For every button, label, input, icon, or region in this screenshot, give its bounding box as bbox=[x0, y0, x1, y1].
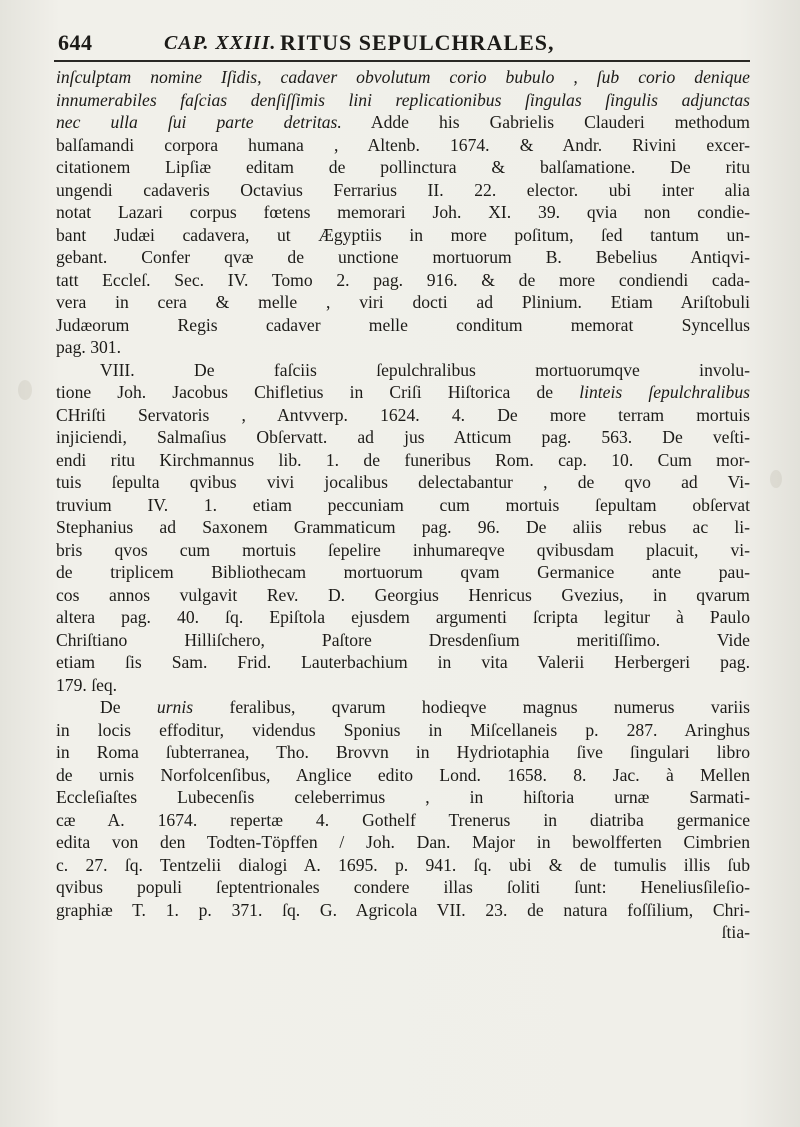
text-line bbox=[56, 381, 750, 404]
text-line bbox=[56, 741, 750, 764]
text-line bbox=[56, 629, 750, 652]
text-run: Stephanius ad Saxonem Grammaticum pag. 96. De aliis rebus ac li- bbox=[56, 517, 750, 537]
text-run: etiam ſis Sam. Frid. Lauterbachium in vita Valerii Herbergeri pag. bbox=[56, 652, 750, 672]
text-run: De bbox=[100, 697, 157, 717]
paper-stain bbox=[770, 470, 782, 488]
text-run: Eccleſiaſtes Lubecenſis celeberrimus , in hiſtoria urnæ Sarmati- bbox=[56, 787, 750, 807]
text-run: tatt Eccleſ. Sec. IV. Tomo 2. pag. 916. & de more condiendi cada- bbox=[56, 269, 750, 290]
text-run: endi ritu Kirchmannus lib. 1. de funeribus Rom. cap. 10. Cum mor- bbox=[56, 449, 750, 470]
text-line bbox=[56, 651, 750, 674]
text-line bbox=[56, 449, 750, 472]
text-run: CHriſti Servatoris , Antvverp. 1624. 4. De more terram mortuis bbox=[56, 404, 750, 425]
text-run: vera in cera & melle , viri docti ad Plinium. Etiam Ariſtobuli bbox=[56, 292, 750, 312]
text-line bbox=[56, 404, 750, 427]
running-header bbox=[58, 28, 748, 62]
text-line bbox=[56, 134, 750, 157]
text-run: feralibus, qvarum hodieqve magnus numerus variis bbox=[193, 697, 750, 717]
text-line bbox=[56, 561, 750, 584]
text-line bbox=[56, 876, 750, 899]
text-line bbox=[56, 291, 750, 314]
text-run: altera pag. 40. ſq. Epiſtola ejusdem argumenti ſcripta legitur à Paulo bbox=[56, 607, 750, 627]
text-line bbox=[56, 269, 750, 292]
header-rule bbox=[54, 60, 750, 62]
text-run: Adde his Gabrielis Clauderi methodum bbox=[341, 112, 750, 132]
text-line bbox=[56, 809, 750, 832]
text-run: gebant. Confer qvæ de unctione mortuorum B. Bebelius Antiqvi- bbox=[56, 247, 750, 267]
text-run: citationem Lipſiæ editam de pollinctura & balſamatione. De ritu bbox=[56, 157, 750, 177]
text-run: graphiæ T. 1. p. 371. ſq. G. Agricola VII. 23. de natura foſſilium, Chri- bbox=[56, 899, 750, 920]
text-line bbox=[56, 314, 750, 337]
text-run: truvium IV. 1. etiam peccuniam cum mortuis ſepultam obſervat bbox=[56, 494, 750, 515]
text-body bbox=[56, 66, 750, 944]
text-run: edita von den Todten-Töpffen / Joh. Dan. Major in bewolfferten Cimbrien bbox=[56, 832, 750, 852]
text-run: cæ A. 1674. repertæ 4. Gothelf Trenerus in diatriba germanice bbox=[56, 809, 750, 830]
italic-text: nec ulla ſui parte detritas. bbox=[56, 112, 342, 132]
text-run: Judæorum Regis cadaver melle conditum memorat Syncellus bbox=[56, 314, 750, 335]
text-run: Chriſtiano Hilliſchero, Paſtore Dresdenſium meritiſſimo. Vide bbox=[56, 629, 750, 650]
text-line bbox=[56, 831, 750, 854]
italic-text: innumerabiles faſcias denſiſſimis lini replicationibus ſingulas ſingulis adjunctas bbox=[56, 89, 750, 110]
text-line bbox=[56, 224, 750, 247]
text-run: injiciendi, Salmaſius Obſervatt. ad jus Atticum pag. 563. De veſti- bbox=[56, 427, 750, 447]
text-line bbox=[56, 66, 750, 89]
text-line bbox=[56, 179, 750, 202]
text-line bbox=[56, 899, 750, 922]
text-run: tione Joh. Jacobus Chifletius in Criſi Hiſtorica de bbox=[56, 382, 580, 402]
running-title: RITUS SEPULCHRALES, bbox=[280, 30, 555, 55]
paper-stain bbox=[18, 380, 32, 400]
page-number: 644 bbox=[58, 30, 93, 55]
text-run: in Roma ſubterranea, Tho. Brovvn in Hydriotaphia ſive ſingulari libro bbox=[56, 742, 750, 762]
text-line bbox=[56, 719, 750, 742]
text-line bbox=[56, 854, 750, 877]
text-line bbox=[56, 201, 750, 224]
text-line bbox=[56, 426, 750, 449]
italic-text: inſculptam nomine Iſidis, cadaver obvolutum corio bubulo , ſub corio denique bbox=[56, 67, 750, 87]
text-run: cos annos vulgavit Rev. D. Georgius Henricus Gvezius, in qvarum bbox=[56, 584, 750, 605]
text-line bbox=[56, 539, 750, 562]
italic-text: urnis bbox=[156, 697, 194, 717]
text-run: tuis ſepulta qvibus vivi jocalibus delectabantur , de qvo ad Vi- bbox=[56, 472, 750, 492]
text-line bbox=[56, 764, 750, 787]
text-run: pag. 301. bbox=[56, 337, 121, 357]
text-line bbox=[56, 156, 750, 179]
text-run: ſtia- bbox=[721, 922, 750, 942]
text-line bbox=[56, 606, 750, 629]
text-line bbox=[56, 471, 750, 494]
text-run: balſamandi corpora humana , Altenb. 1674. & Andr. Rivini excer- bbox=[56, 134, 750, 155]
text-run: bris qvos cum mortuis ſepelire inhumareqve qvibusdam placuit, vi- bbox=[56, 539, 750, 560]
text-line bbox=[56, 786, 750, 809]
text-line bbox=[56, 89, 750, 112]
text-run: de triplicem Bibliothecam mortuorum qvam Germanice ante pau- bbox=[56, 562, 750, 582]
text-run: 179. ſeq. bbox=[56, 674, 118, 695]
text-line bbox=[56, 674, 750, 697]
italic-text: linteis ſepulchralibus bbox=[579, 382, 750, 402]
text-run: bant Judæi cadavera, ut Ægyptiis in more poſitum, ſed tantum un- bbox=[56, 224, 750, 245]
text-line bbox=[56, 696, 750, 719]
text-line bbox=[56, 111, 750, 134]
text-run: de urnis Norfolcenſibus, Anglice edito Lond. 1658. 8. Jac. à Mellen bbox=[56, 764, 750, 785]
text-run: c. 27. ſq. Tentzelii dialogi A. 1695. p. 941. ſq. ubi & de tumulis illis ſub bbox=[56, 854, 750, 875]
text-line bbox=[56, 516, 750, 539]
chapter-label: CAP. XXIII. bbox=[164, 32, 277, 54]
text-line bbox=[56, 584, 750, 607]
text-line bbox=[56, 494, 750, 517]
text-run: qvibus populi ſeptentrionales condere illas ſoliti ſunt: Heneliusſileſio- bbox=[56, 877, 750, 897]
catchword-line bbox=[56, 921, 750, 944]
text-run: in locis effoditur, videndus Sponius in Miſcellaneis p. 287. Aringhus bbox=[56, 719, 750, 740]
text-line bbox=[56, 336, 750, 359]
text-line bbox=[56, 246, 750, 269]
text-line bbox=[56, 359, 750, 382]
text-run: VIII. De faſciis ſepulchralibus mortuorumqve involu- bbox=[100, 359, 750, 380]
text-run: ungendi cadaveris Octavius Ferrarius II. 22. elector. ubi inter alia bbox=[56, 179, 750, 200]
text-run: notat Lazari corpus fœtens memorari Joh. XI. 39. qvia non condie- bbox=[56, 202, 750, 222]
